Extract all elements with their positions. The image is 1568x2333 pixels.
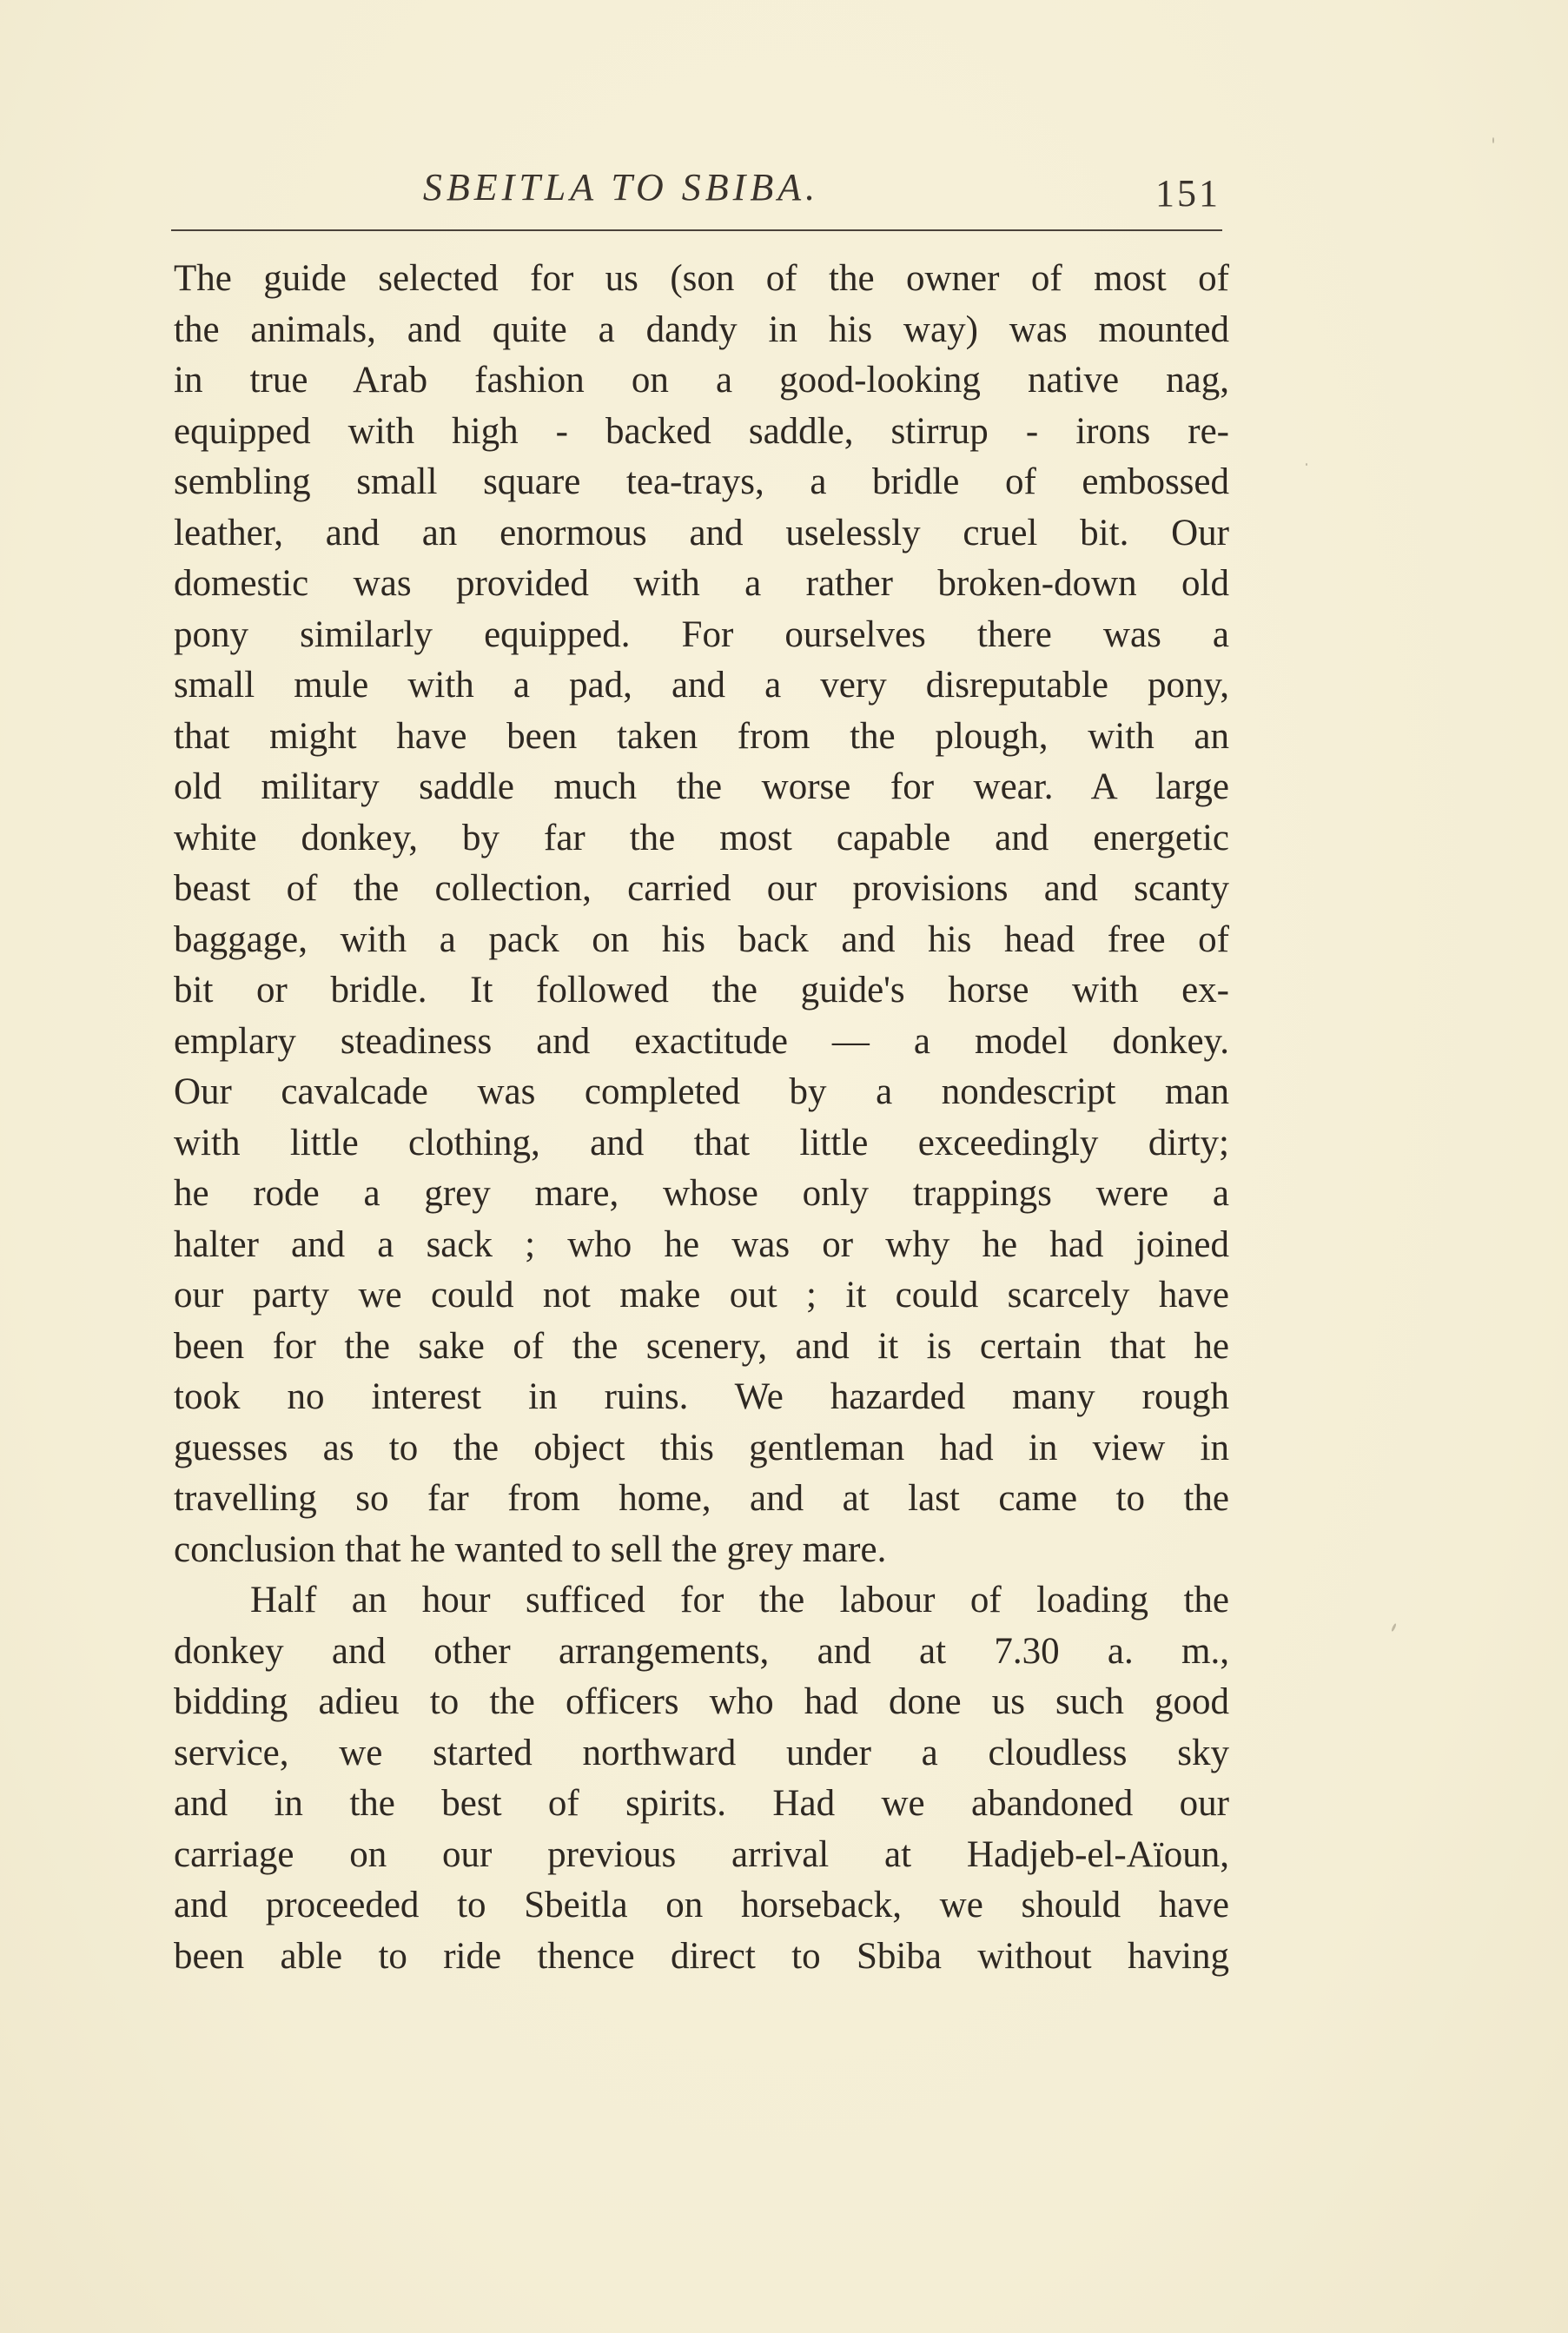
- text-line: old military saddle much the worse for wear. A large: [174, 766, 1229, 807]
- text-line: sembling small square tea-trays, a bridle of embossed: [174, 461, 1229, 502]
- text-line: took no interest in ruins. We hazarded many rough: [174, 1376, 1229, 1417]
- text-line: small mule with a pad, and a very disreputable pony,: [174, 665, 1229, 706]
- running-head: [174, 161, 1221, 222]
- text-line: service, we started northward under a cloudless sky: [174, 1732, 1229, 1773]
- text-line: bit or bridle. It followed the guide's horse with ex-: [174, 970, 1229, 1011]
- text-line: equipped with high - backed saddle, stirrup - irons re-: [174, 410, 1229, 452]
- text-line: Our cavalcade was completed by a nondescript man: [174, 1071, 1229, 1112]
- paper-speck: [1306, 463, 1307, 466]
- text-line: carriage on our previous arrival at Hadjeb-el-Aïoun,: [174, 1833, 1229, 1875]
- text-line: he rode a grey mare, whose only trappings were a: [174, 1173, 1229, 1214]
- text-line: our party we could not make out ; it could scarcely have: [174, 1275, 1229, 1316]
- text-line: halter and a sack ; who he was or why he had joined: [174, 1223, 1229, 1265]
- text-line: with little clothing, and that little exceedingly dirty;: [174, 1122, 1229, 1163]
- text-line: leather, and an enormous and uselessly cruel bit. Our: [174, 512, 1229, 553]
- paper-speck: [1492, 137, 1494, 143]
- text-line: baggage, with a pack on his back and his head free of: [174, 918, 1229, 960]
- text-line: the animals, and quite a dandy in his way) was mounted: [174, 308, 1229, 350]
- paper-speck: [1391, 1623, 1397, 1632]
- text-line: beast of the collection, carried our provisions and scanty: [174, 868, 1229, 909]
- page-number: 151: [1155, 172, 1221, 215]
- header-rule: [171, 229, 1222, 231]
- text-line: and in the best of spirits. Had we abandoned our: [174, 1783, 1229, 1824]
- text-line: in true Arab fashion on a good-looking native nag,: [174, 360, 1229, 401]
- running-title: SBEITLA TO SBIBA.: [422, 166, 820, 209]
- text-line: donkey and other arrangements, and at 7.30 a. m.,: [174, 1630, 1229, 1672]
- text-line: domestic was provided with a rather broken-down old: [174, 563, 1229, 604]
- text-line: pony similarly equipped. For ourselves there was a: [174, 613, 1229, 655]
- text-line: white donkey, by far the most capable and energetic: [174, 817, 1229, 858]
- text-line: bidding adieu to the officers who had done us such good: [174, 1681, 1229, 1722]
- body-text: [174, 254, 1229, 1982]
- text-line: been able to ride thence direct to Sbiba without having: [174, 1935, 1229, 1977]
- text-line: that might have been taken from the plough, with an: [174, 715, 1229, 757]
- text-line: The guide selected for us (son of the owner of most of: [174, 258, 1229, 299]
- text-line: and proceeded to Sbeitla on horseback, we should have: [174, 1885, 1229, 1925]
- text-line: emplary steadiness and exactitude — a model donkey.: [174, 1020, 1229, 1062]
- text-line: travelling so far from home, and at last came to the: [174, 1478, 1229, 1519]
- text-line-paragraph-end: conclusion that he wanted to sell the grey mare.: [174, 1528, 887, 1570]
- text-line: been for the sake of the scenery, and it is certain that he: [174, 1325, 1229, 1367]
- text-line: guesses as to the object this gentleman had in view in: [174, 1427, 1229, 1468]
- text-line-paragraph-start: Half an hour sufficed for the labour of loading the: [250, 1580, 1229, 1621]
